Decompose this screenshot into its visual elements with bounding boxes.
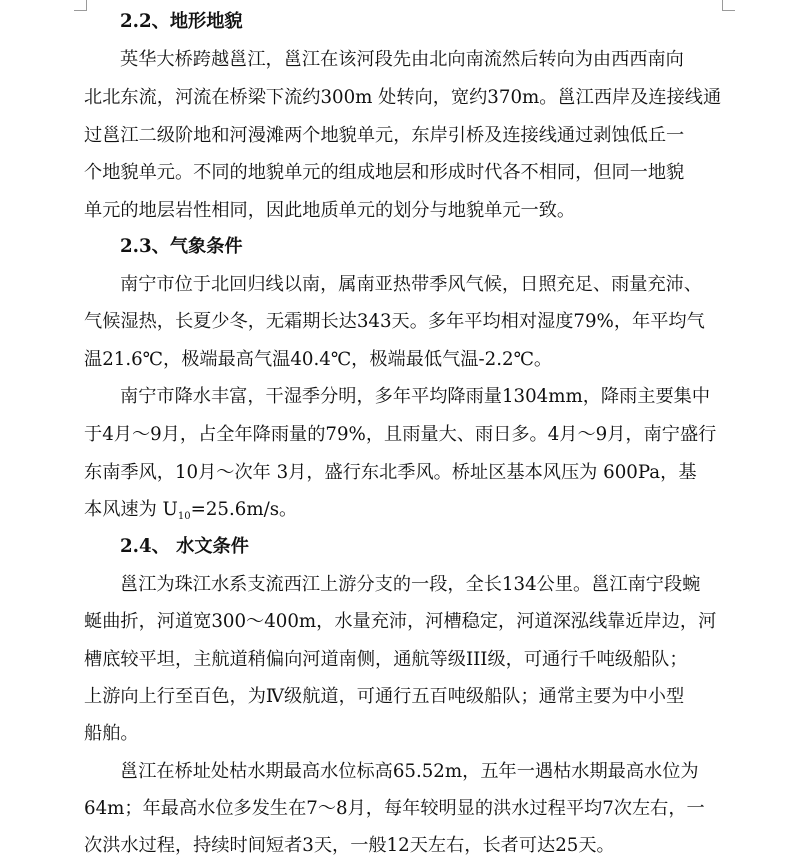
page-corner-mark-left: [74, 0, 87, 11]
paragraph-line: 过邕江二级阶地和河漫滩两个地貌单元，东岸引桥及连接线通过剥蚀低丘一: [84, 125, 685, 146]
paragraph-line: 船舶。: [84, 723, 139, 744]
paragraph-line: 次洪水过程，持续时间短者3天，一般12天左右，长者可达25天。: [84, 835, 615, 856]
paragraph-line: 气候湿热，长夏少冬，无霜期长达343天。多年平均相对湿度79%，年平均气: [84, 311, 705, 332]
paragraph-line: 南宁市降水丰富，干湿季分明，多年平均降雨量1304mm，降雨主要集中: [120, 386, 711, 407]
paragraph-line: 上游向上行至百色，为Ⅳ级航道，可通行五百吨级船队；通常主要为中小型: [84, 686, 685, 707]
section-heading-terrain: 2.2、地形地貌: [120, 11, 243, 32]
section-heading-hydrology: 2.4、 水文条件: [120, 536, 249, 557]
paragraph-line: 蜒曲折，河道宽300～400m，水量充沛，河槽稳定，河道深泓线靠近岸边，河: [84, 611, 717, 632]
paragraph-line: 单元的地层岩性相同，因此地质单元的划分与地貌单元一致。: [84, 200, 576, 221]
paragraph-line: 英华大桥跨越邕江，邕江在该河段先由北向南流然后转向为由西西南向: [120, 49, 684, 70]
wind-speed-prefix: 本风速为 U: [84, 499, 178, 520]
paragraph-line-wind-speed: [84, 498, 724, 529]
paragraph-line: 邕江在桥址处枯水期最高水位标高65.52m，五年一遇枯水期最高水位为: [120, 761, 699, 782]
wind-speed-suffix: =25.6m/s。: [190, 499, 298, 520]
paragraph-line: 64m；年最高水位多发生在7～8月，每年较明显的洪水过程平均7次左右，一: [84, 798, 705, 819]
paragraph-line: 于4月～9月，占全年降雨量的79%，且雨量大、雨日多。4月～9月，南宁盛行: [84, 424, 717, 445]
section-heading-climate: 2.3、气象条件: [120, 236, 243, 257]
paragraph-line: 东南季风，10月～次年 3月，盛行东北季风。桥址区基本风压为 600Pa，基: [84, 462, 697, 483]
paragraph-line: 南宁市位于北回归线以南，属南亚热带季风气候，日照充足、雨量充沛、: [120, 274, 703, 295]
paragraph-line: 邕江为珠江水系支流西江上游分支的一段，全长134公里。邕江南宁段蜿: [120, 574, 701, 595]
wind-speed-subscript: 10: [177, 511, 191, 522]
paragraph-line: 北北东流，河流在桥梁下流约300m 处转向，宽约370m。邕江西岸及连接线通: [84, 87, 722, 108]
paragraph-line: 槽底较平坦，主航道稍偏向河道南侧，通航等级III级，可通行千吨级船队；: [84, 649, 688, 670]
paragraph-line: 个地貌单元。不同的地貌单元的组成地层和形成时代各不相同，但同一地貌: [84, 162, 685, 183]
paragraph-line: 温21.6℃，极端最高气温40.4℃，极端最低气温-2.2℃。: [84, 349, 553, 370]
page-corner-mark-right: [722, 0, 735, 11]
